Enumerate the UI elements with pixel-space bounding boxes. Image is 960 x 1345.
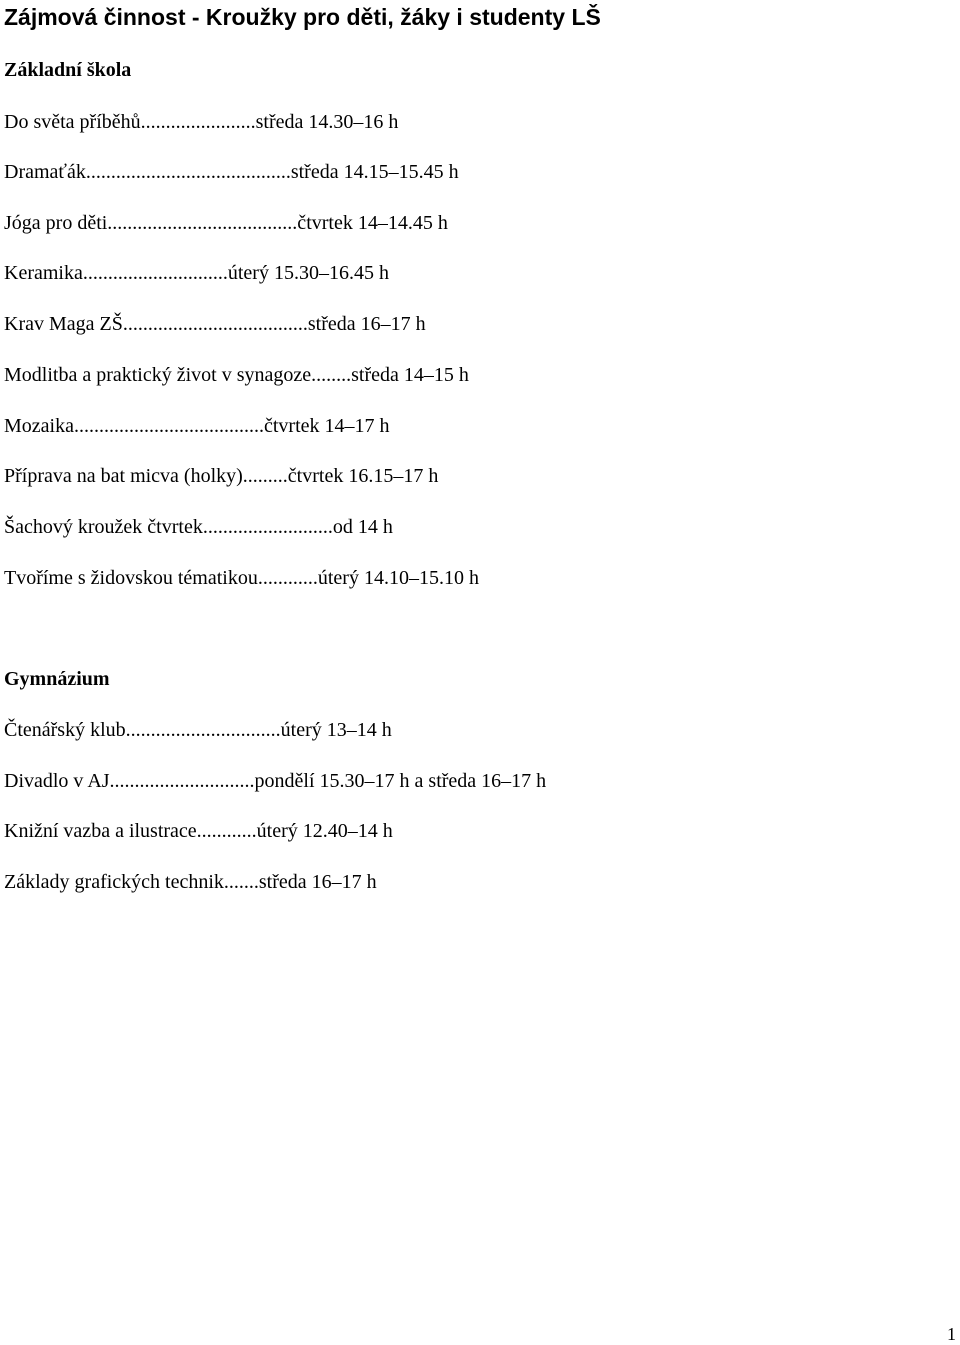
list-item: Příprava na bat micva (holky).........čtvrtek 16.15–17 h <box>4 465 439 487</box>
list-item: Keramika.............................úterý 15.30–16.45 h <box>4 262 389 284</box>
list-item: Tvoříme s židovskou tématikou............úterý 14.10–15.10 h <box>4 567 479 589</box>
list-item: Knižní vazba a ilustrace............úterý 12.40–14 h <box>4 820 393 842</box>
list-item: Divadlo v AJ.............................pondělí 15.30–17 h a středa 16–17 h <box>4 770 547 792</box>
list-item: Jóga pro děti......................................čtvrtek 14–14.45 h <box>4 212 448 234</box>
list-item: Základy grafických technik.......středa 16–17 h <box>4 871 377 893</box>
page-number: 1 <box>947 1324 956 1344</box>
list-item: Šachový kroužek čtvrtek..........................od 14 h <box>4 516 393 538</box>
list-item: Čtenářský klub...............................úterý 13–14 h <box>4 719 392 741</box>
list-item: Do světa příběhů.......................středa 14.30–16 h <box>4 111 399 133</box>
list-item: Modlitba a praktický život v synagoze........středa 14–15 h <box>4 364 469 386</box>
list-item: Krav Maga ZŠ.....................................středa 16–17 h <box>4 313 426 335</box>
document-title: Zájmová činnost - Kroužky pro děti, žáky i studenty LŠ <box>4 4 601 30</box>
list-item: Mozaika......................................čtvrtek 14–17 h <box>4 415 390 437</box>
list-item: Dramaťák.........................................středa 14.15–15.45 h <box>4 161 459 183</box>
section-heading-gymnazium: Gymnázium <box>4 668 110 690</box>
section-heading-zakladni-skola: Základní škola <box>4 59 132 81</box>
